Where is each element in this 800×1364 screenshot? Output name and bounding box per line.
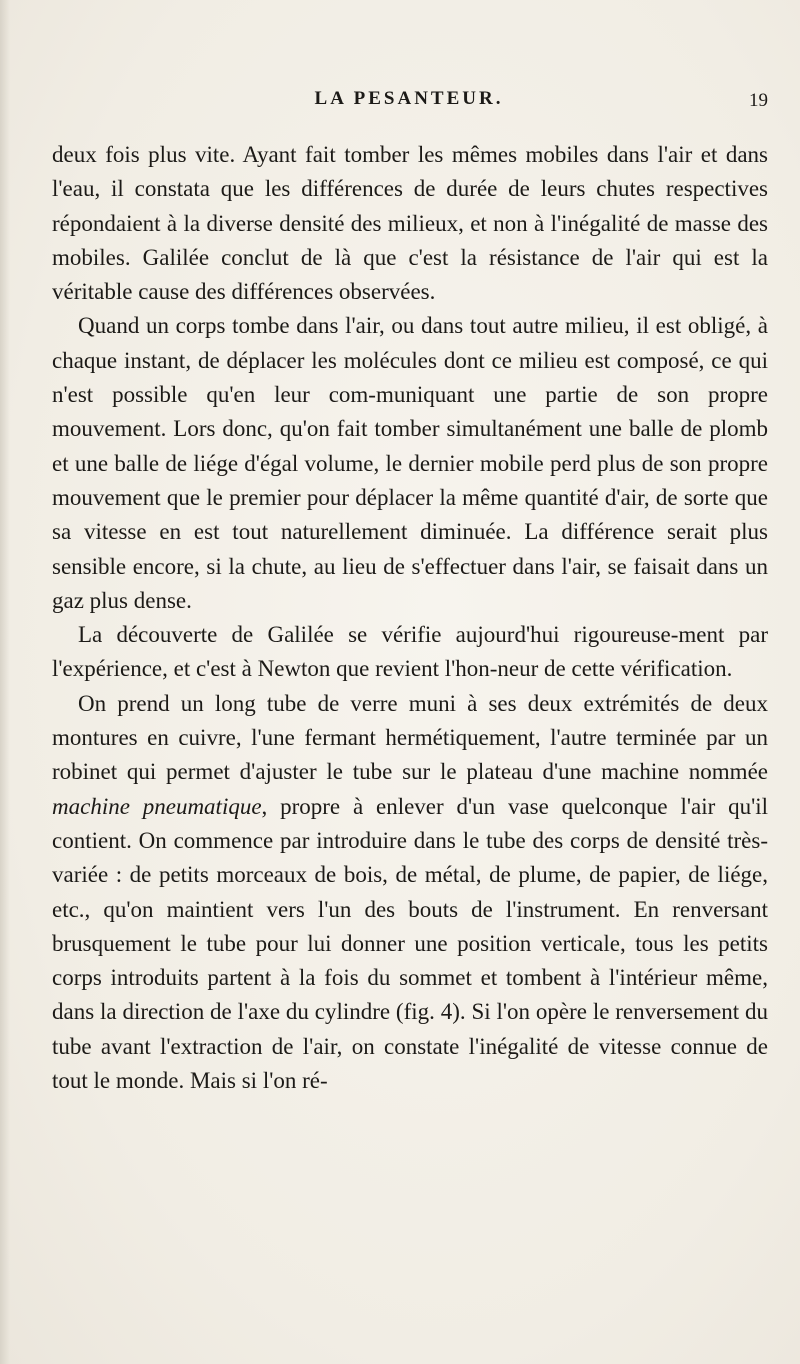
paragraph-4 bbox=[52, 687, 768, 1099]
paragraph-4-part-2: , propre à enlever d'un vase quelconque l'air qu'il contient. On commence par introduire dans le tube des corps de densité très-variée : de petits morceaux de bois, de métal, de plume, de papier, de liége, etc., qu'on maintient vers l'un des bouts de l'instrument. En renversant brusquement le tube pour lui donner une position verticale, tous les petits corps introduits partent à la fois du sommet et tombent à l'intérieur même, dans la direction de l'axe du cylindre (fig. 4). Si l'on opère le renversement du tube avant l'extraction de l'air, on constate l'inégalité de vitesse connue de tout le monde. Mais si l'on ré- bbox=[52, 793, 768, 1094]
body-text bbox=[52, 138, 768, 1098]
paragraph-3: La découverte de Galilée se vérifie aujourd'hui rigoureuse-ment par l'expérience, et c'est à Newton que revient l'hon-neur de cette vérification. bbox=[52, 622, 768, 682]
running-head bbox=[50, 88, 768, 118]
page-number: 19 bbox=[749, 90, 768, 111]
paragraph-1: deux fois plus vite. Ayant fait tomber les mêmes mobiles dans l'air et dans l'eau, il constata que les différences de durée de leurs chutes respectives répondaient à la diverse densité des milieux, et non à l'inégalité de masse des mobiles. Galilée conclut de là que c'est la résistance de l'air qui est la véritable cause des différences observées. bbox=[52, 142, 768, 305]
running-title: LA PESANTEUR. bbox=[314, 88, 504, 109]
page-gutter-shadow bbox=[0, 0, 10, 1364]
paragraph-4-italic-term: machine pneumatique bbox=[52, 793, 262, 819]
paragraph-4-part-1: On prend un long tube de verre muni à ses deux extrémités de deux montures en cuivre, l'une fermant hermétiquement, l'autre terminée par un robinet qui permet d'ajuster le tube sur le plateau d'une machine nommée bbox=[52, 690, 768, 785]
paragraph-2: Quand un corps tombe dans l'air, ou dans tout autre milieu, il est obligé, à chaque instant, de déplacer les molécules dont ce milieu est composé, ce qui n'est possible qu'en leur com-muniquant une partie de son propre mouvement. Lors donc, qu'on fait tomber simultanément une balle de plomb et une balle de liége d'égal volume, le dernier mobile perd plus de son propre mouvement que le premier pour déplacer la même quantité d'air, de sorte que sa vitesse en est tout naturellement diminuée. La différence serait plus sensible encore, si la chute, au lieu de s'effectuer dans l'air, se faisait dans un gaz plus dense. bbox=[52, 313, 768, 613]
